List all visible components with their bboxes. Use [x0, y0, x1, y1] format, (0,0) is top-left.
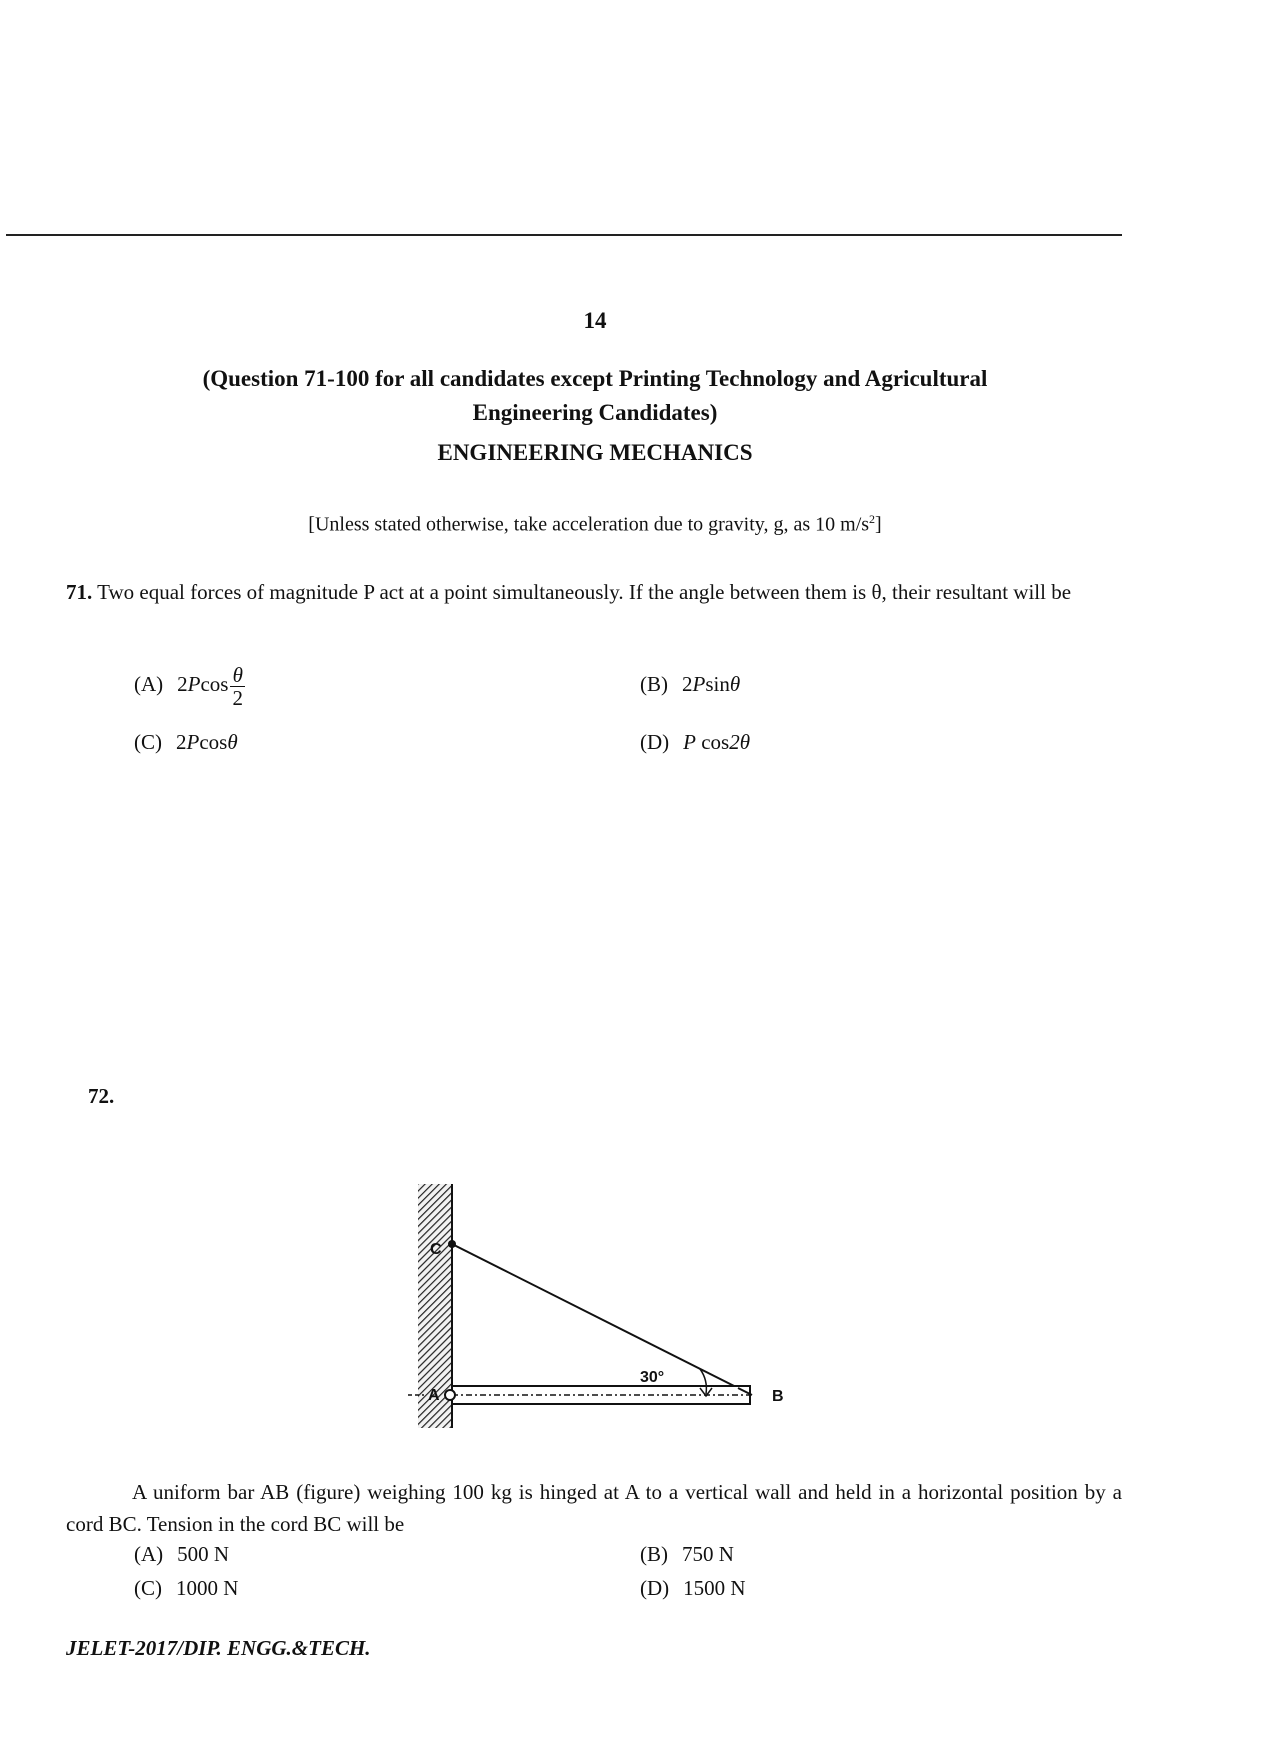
- q72-option-d-value: 1500 N: [683, 1576, 746, 1600]
- q72-option-c-label: (C): [134, 1576, 162, 1600]
- gravity-note-sup: 2: [869, 512, 876, 526]
- top-rule: [6, 234, 1122, 236]
- q71-option-a[interactable]: [134, 664, 245, 709]
- q71-option-b[interactable]: [640, 672, 740, 697]
- gravity-note-suffix: ]: [875, 513, 882, 536]
- fraction: $\frac{\theta}{2}$: [232, 663, 243, 710]
- question-71-number: 71.: [66, 580, 93, 604]
- section-heading: (Question 71-100 for all candidates except Printing Technology and Agricultural Engineering Candidates): [202, 366, 988, 425]
- q71-option-d-label: (D): [640, 730, 670, 754]
- hinge-a: [445, 1390, 455, 1400]
- footer-code: JELET-2017/DIP. ENGG.&TECH.: [66, 1636, 371, 1660]
- q71-option-c[interactable]: [134, 730, 238, 755]
- q72-option-a-label: (A): [134, 1542, 164, 1566]
- label-a: A: [428, 1387, 440, 1404]
- q72-option-d-label: (D): [640, 1576, 670, 1600]
- question-71-text: Two equal forces of magnitude P act at a point simultaneously. If the angle between them is θ, their resultant will be: [97, 580, 1072, 604]
- q72-option-c[interactable]: [134, 1576, 238, 1601]
- question-72-number: 72.: [88, 1084, 115, 1108]
- page-number: 14: [583, 308, 607, 333]
- point-c: [448, 1240, 456, 1248]
- subject-title: ENGINEERING MECHANICS: [437, 440, 753, 465]
- label-angle: 30°: [640, 1369, 665, 1386]
- q72-option-c-value: 1000 N: [176, 1576, 239, 1600]
- question-71: [66, 576, 1122, 608]
- label-b: B: [772, 1388, 784, 1405]
- q72-option-b-label: (B): [640, 1542, 668, 1566]
- q71-option-c-expression: 2Pcosθ: [176, 730, 238, 754]
- q71-option-d[interactable]: [640, 730, 750, 755]
- gravity-note: [0, 512, 1190, 537]
- q71-option-a-label: (A): [134, 672, 164, 697]
- q71-option-a-expression: 2Pcos $\frac{\theta}{2}$: [177, 663, 243, 710]
- q72-option-b[interactable]: [640, 1542, 734, 1567]
- label-c: C: [430, 1241, 442, 1258]
- q71-option-c-label: (C): [134, 730, 162, 754]
- q71-option-b-label: (B): [640, 672, 668, 696]
- q72-option-a-value: 500 N: [177, 1542, 230, 1566]
- q71-option-b-expression: 2Psinθ: [682, 672, 741, 696]
- q72-option-a[interactable]: [134, 1542, 229, 1567]
- question-72-text: A uniform bar AB (figure) weighing 100 kg is hinged at A to a vertical wall and held in a horizontal position by a cord BC. Tension in the cord BC will be: [66, 1480, 1122, 1536]
- q71-option-d-expression: P cos2θ: [683, 730, 751, 754]
- q72-option-b-value: 750 N: [682, 1542, 734, 1566]
- q72-option-d[interactable]: [640, 1576, 746, 1601]
- q72-figure: [400, 1180, 820, 1440]
- cord-bc: [452, 1244, 750, 1394]
- gravity-note-prefix: [Unless stated otherwise, take acceleration due to gravity, g, as 10 m/s: [308, 513, 870, 536]
